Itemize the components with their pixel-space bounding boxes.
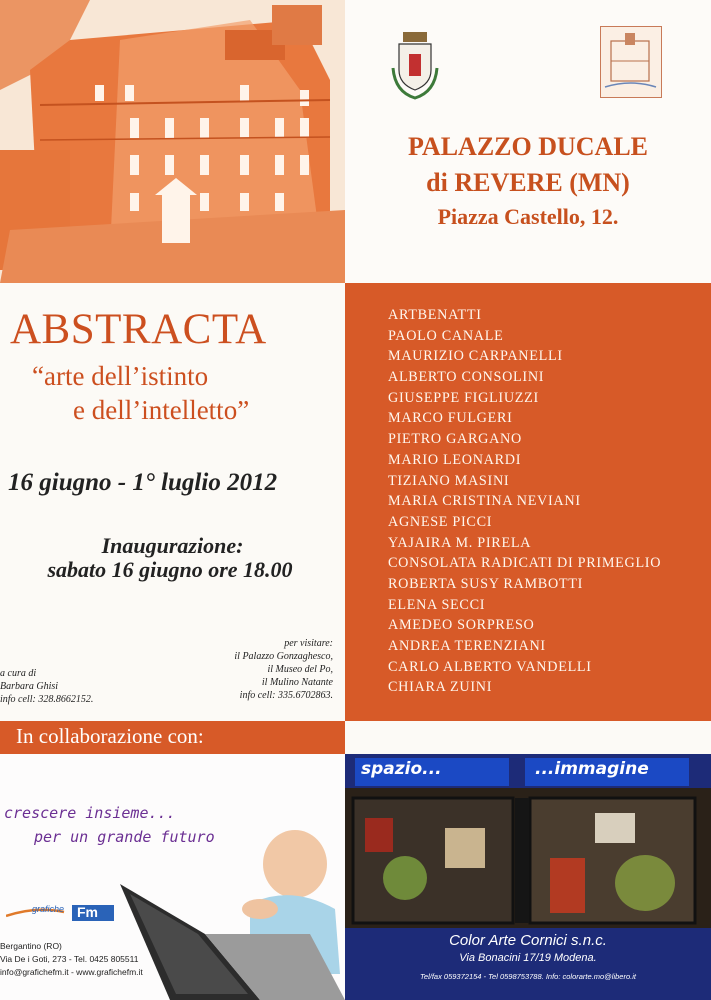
sign-left: spazio... (361, 759, 442, 779)
sponsor-grafiche-fm (0, 754, 345, 1000)
visit-line4: il Mulino Natante (261, 677, 333, 688)
sponsor-slogan-line2: per un grande futuro (34, 828, 215, 846)
artist-item: MARIA CRISTINA NEVIANI (388, 493, 581, 510)
collab-label: In collaborazione con: (16, 724, 204, 748)
grafiche-city: Bergantino (RO) (0, 941, 62, 951)
shop-window-photo (345, 788, 711, 928)
venue-town: di REVERE (MN) (426, 168, 630, 197)
venue-name: PALAZZO DUCALE (407, 132, 649, 161)
venue-address: Piazza Castello, 12. (437, 204, 619, 229)
grafiche-fm-logo (6, 902, 116, 929)
exhibition-panel (0, 283, 345, 721)
artist-item: MAURIZIO CARPANELLI (388, 348, 563, 365)
company-name: Color Arte Cornici s.n.c. (449, 932, 607, 949)
sponsor-slogan-line1: crescere insieme... (4, 804, 176, 822)
company-contacts: Tel/fax 059372154 - Tel 0598753788. Info: colorarte.mo@libero.it (420, 972, 636, 981)
visit-line1: per visitare: (284, 638, 333, 649)
exhibition-title: ABSTRACTA (10, 306, 267, 353)
visit-line2: il Palazzo Gonzaghesco, (234, 651, 333, 662)
artists-panel (345, 283, 711, 721)
grafiche-brand: grafiche (32, 904, 65, 914)
artist-list (388, 305, 661, 698)
collab-bar (0, 721, 345, 754)
artist-item: MARCO FULGERI (388, 410, 513, 427)
opening-label: Inaugurazione: (101, 533, 244, 558)
artist-item: PIETRO GARGANO (388, 431, 522, 448)
artist-item: AGNESE PICCI (388, 513, 493, 530)
artist-item: ELENA SECCI (388, 596, 486, 613)
baby-laptop-photo (110, 824, 345, 1000)
sign-right: ...immagine (535, 759, 649, 779)
artist-item: CONSOLATA RADICATI DI PRIMEGLIO (388, 555, 662, 572)
building-drawing (0, 0, 345, 283)
artist-item: YAJAIRA M. PIRELA (388, 534, 532, 551)
artist-item: AMEDEO SORPRESO (388, 617, 535, 634)
exhibition-dates: 16 giugno - 1° luglio 2012 (8, 469, 278, 496)
curator-phone: info cell: 328.8662152. (0, 694, 94, 705)
curator-name: Barbara Ghisi (0, 681, 59, 692)
artist-item: MARIO LEONARDI (388, 451, 522, 468)
exhibition-subtitle-line1: “arte dell’istinto (32, 361, 209, 391)
artist-item: ANDREA TERENZIANI (388, 638, 546, 654)
sponsor-color-arte (345, 754, 711, 1000)
palazzo-illustration (0, 0, 345, 283)
exhibition-subtitle-line2: e dell’intelletto” (73, 395, 250, 425)
visit-block (234, 637, 333, 702)
town-crest-icon (385, 30, 445, 102)
visit-phone: info cell: 335.6702863. (239, 690, 333, 701)
artist-item: TIZIANO MASINI (388, 472, 510, 489)
artist-item: CHIARA ZUINI (388, 679, 493, 696)
opening-time: sabato 16 giugno ore 18.00 (47, 557, 293, 582)
artist-item: GIUSEPPE FIGLIUZZI (388, 389, 539, 406)
artist-item: ARTBENATTI (388, 307, 482, 323)
company-address: Via Bonacini 17/19 Modena. (459, 952, 597, 964)
artist-item: ROBERTA SUSY RAMBOTTI (388, 575, 584, 592)
grafiche-street: Via De i Goti, 273 - Tel. 0425 805511 (0, 954, 139, 964)
palazzo-stamp-icon (600, 26, 662, 98)
grafiche-address (0, 940, 143, 979)
curator-block (0, 667, 93, 706)
grafiche-brand-mark: Fm (77, 904, 98, 920)
grafiche-contacts: info@grafichefm.it - www.grafichefm.it (0, 967, 143, 977)
artist-item: ALBERTO CONSOLINI (388, 369, 545, 386)
collab-bar-spacer (345, 721, 711, 754)
curator-line1: a cura di (0, 668, 37, 679)
visit-line3: il Museo del Po, (267, 664, 333, 675)
artist-item: PAOLO CANALE (388, 327, 504, 344)
artist-item: CARLO ALBERTO VANDELLI (388, 658, 592, 675)
